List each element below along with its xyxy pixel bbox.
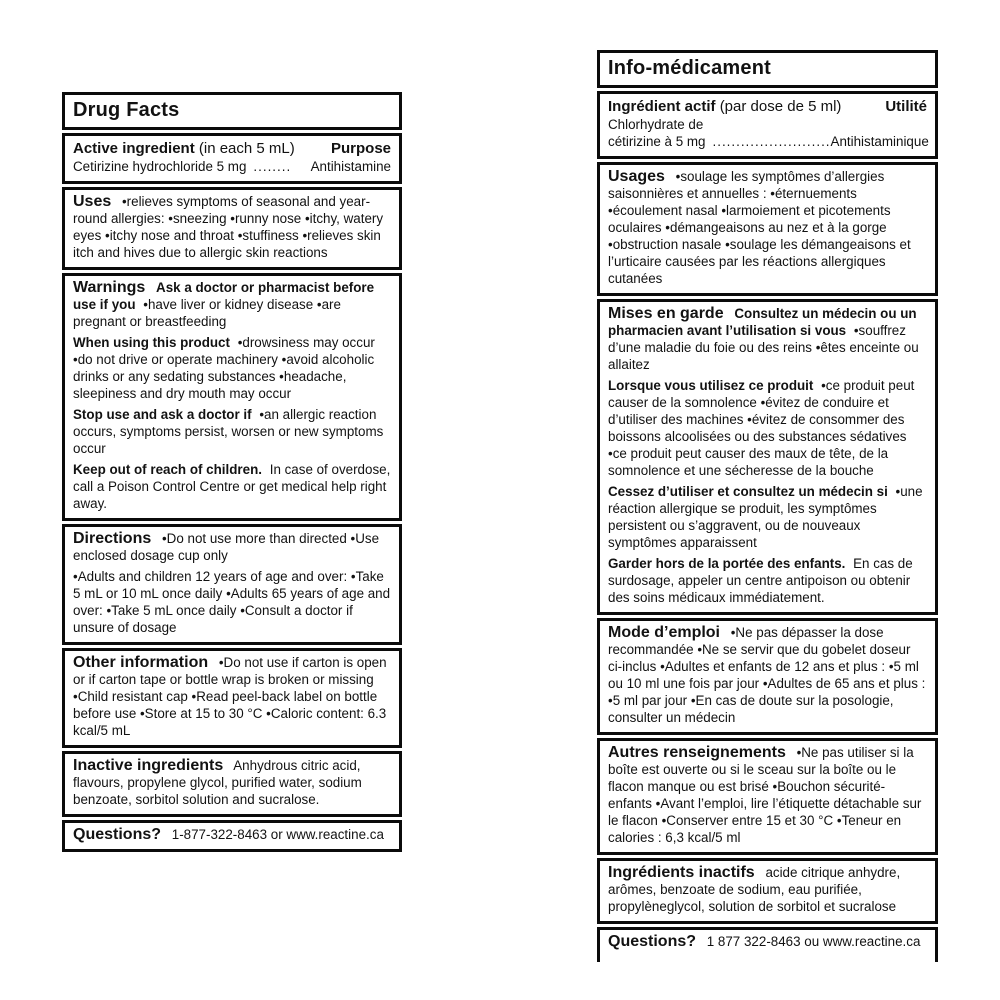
ingredient-actif-header-row: [608, 97, 927, 116]
mode-emploi-heading: Mode d’emploi: [608, 624, 720, 641]
ingredient-actif-name-line2: cétirizine à 5 mg: [608, 134, 706, 149]
other-information-heading: Other information: [73, 654, 209, 671]
directions-heading: Directions: [73, 530, 152, 547]
mises-en-garde-paragraph-4: [608, 555, 927, 606]
directions-p2-text: •Adults and children 12 years of age and over: •Take 5 mL or 10 mL once daily •Adults 65 years of age and over: •Take 5 mL once daily •Consult a doctor if unsure of dosage: [73, 569, 391, 635]
autres-renseignements-body: •Ne pas utiliser si la boîte est ouverte ou si le sceau sur la boîte ou le flacon manque ou est brisé •Bouchon sécurité-enfants •Avant l’emploi, lire l’étiquette détachable sur le flacon •Conserver entre 15 et 30 °C •Teneur en calories : 6,3 kcal/5 ml: [608, 745, 922, 845]
ingredients-inactifs-heading: Ingrédients inactifs: [608, 864, 755, 881]
questions-heading-en: Questions?: [73, 826, 162, 843]
warnings-p2-bold: When using this product: [73, 335, 230, 350]
warnings-p2-text: •drowsiness may occur •do not drive or operate machinery •avoid alcoholic drinks or any sedating substances •headache, sleepiness and dry mouth may occur: [73, 335, 375, 401]
other-information-paragraph: [73, 654, 391, 739]
directions-p1-text: •Do not use more than directed •Use enclosed dosage cup only: [73, 531, 380, 563]
warnings-p4-bold: Keep out of reach of children.: [73, 462, 262, 477]
purpose-value: Antihistamine: [310, 159, 391, 174]
usages-section: [597, 162, 938, 296]
questions-body-en: 1-877-322-8463 or www.reactine.ca: [171, 827, 384, 842]
ingredient-actif-section: [597, 91, 938, 159]
info-medicament-title-box: [597, 50, 938, 88]
directions-paragraph-2: [73, 568, 391, 636]
active-ingredient-name: Cetirizine hydrochloride 5 mg: [73, 159, 247, 174]
ingredients-inactifs-section: [597, 858, 938, 924]
uses-body: •relieves symptoms of seasonal and year-round allergies: •sneezing •runny nose •itchy, watery eyes •itchy nose and throat •stuffiness •relieves skin itch and hives due to allergic skin reactions: [73, 194, 384, 260]
utilite-value: Antihistaminique: [830, 134, 929, 149]
inactive-ingredients-paragraph: [73, 757, 391, 808]
usages-paragraph: [608, 168, 927, 287]
mises-en-garde-paragraph-2: [608, 377, 927, 479]
warnings-p4-text: In case of overdose, call a Poison Control Centre or get medical help right away.: [73, 462, 391, 511]
warnings-p3-text: •an allergic reaction occurs, symptoms persist, worsen or new symptoms occur: [73, 407, 384, 456]
leader-dots-fr: .........................: [712, 134, 831, 149]
warnings-paragraph-2: [73, 334, 391, 402]
ingredient-actif-line1: [608, 116, 927, 133]
questions-heading-fr: Questions?: [608, 933, 697, 950]
drug-facts-title: Drug Facts: [73, 99, 180, 121]
uses-heading: Uses: [73, 193, 112, 210]
mises-p2-text: •ce produit peut causer de la somnolence •évitez de conduire et d’utiliser des machines •évitez de consommer des boissons alcoolisées ou des substances sédatives •ce produit peut causer des maux de tête, de la somnolence et une sécheresse de la bouche: [608, 378, 915, 478]
other-information-body: •Do not use if carton is open or if carton tape or bottle wrap is broken or missing •Child resistant cap •Read peel-back label on bottle before use •Store at 15 to 30 °C •Caloric content: 6.3 kcal/5 mL: [73, 655, 387, 738]
leader-dots: ........: [253, 159, 292, 174]
inactive-ingredients-body: Anhydrous citric acid, flavours, propylene glycol, purified water, sodium benzoate, sorbitol solution and sucralose.: [73, 758, 362, 807]
questions-paragraph-fr: [608, 933, 927, 950]
warnings-section: [62, 273, 402, 521]
drug-facts-title-box: [62, 92, 402, 130]
purpose-label: Purpose: [330, 140, 391, 157]
directions-section: [62, 524, 402, 645]
inactive-ingredients-heading: Inactive ingredients: [73, 757, 224, 774]
mises-p1-bold: Consultez un médecin ou un pharmacien avant l’utilisation si vous: [608, 306, 917, 338]
warnings-paragraph-3: [73, 406, 391, 457]
mode-emploi-body: •Ne pas dépasser la dose recommandée •Ne se servir que du gobelet doseur ci-inclus •Adultes et enfants de 12 ans et plus : •5 ml ou 10 ml une fois par jour •Adultes de 65 ans et plus : •5 ml par jour •En cas de doute sur la posologie, consulter un médecin: [608, 625, 926, 725]
questions-paragraph-en: [73, 826, 391, 843]
mode-emploi-section: [597, 618, 938, 735]
active-ingredient-header-row: [73, 139, 391, 158]
other-information-section: [62, 648, 402, 748]
mises-p1-text: •souffrez d’une maladie du foie ou des reins •êtes enceinte ou allaitez: [608, 323, 919, 372]
uses-paragraph: [73, 193, 391, 261]
warnings-paragraph-4: [73, 461, 391, 512]
mises-en-garde-paragraph-3: [608, 483, 927, 551]
active-ingredient-heading: Active ingredient: [73, 140, 195, 157]
warnings-paragraph-1: [73, 279, 391, 330]
uses-section: [62, 187, 402, 270]
ingredients-inactifs-paragraph: [608, 864, 927, 915]
usages-body: •soulage les symptômes d’allergies saisonnières et annuelles : •éternuements •écoulement nasal •larmoiement et picotements oculaires •démangeaisons au nez et à la gorge •obstruction nasale •soulage les démangeaisons et l’urticaire causées par les réactions allergiques cutanées: [608, 169, 911, 286]
usages-heading: Usages: [608, 168, 665, 185]
questions-body-fr: 1 877 322-8463 ou www.reactine.ca: [706, 934, 921, 949]
drug-facts-panel: [62, 92, 402, 852]
mises-p4-text: En cas de surdosage, appeler un centre antipoison ou obtenir des soins médicaux immédiatement.: [608, 556, 913, 605]
mises-p3-text: •une réaction allergique se produit, les symptômes persistent ou s’aggravent, ou de nouveaux symptômes apparaissent: [608, 484, 923, 550]
ingredient-actif-heading: Ingrédient actif: [608, 98, 716, 115]
inactive-ingredients-section: [62, 751, 402, 817]
questions-section-en: [62, 820, 402, 852]
directions-paragraph-1: [73, 530, 391, 564]
questions-section-fr: [597, 927, 938, 962]
ingredient-actif-name-line1: Chlorhydrate de: [608, 117, 704, 132]
warnings-p3-bold: Stop use and ask a doctor if: [73, 407, 252, 422]
mode-emploi-paragraph: [608, 624, 927, 726]
ingredient-actif-value-row: [608, 133, 927, 150]
mises-en-garde-section: [597, 299, 938, 615]
autres-renseignements-paragraph: [608, 744, 927, 846]
active-ingredient-value-row: [73, 158, 391, 175]
warnings-p1-bold: Ask a doctor or pharmacist before use if you: [73, 280, 375, 312]
autres-renseignements-heading: Autres renseignements: [608, 744, 786, 761]
mises-p4-bold: Garder hors de la portée des enfants.: [608, 556, 846, 571]
mises-en-garde-heading: Mises en garde: [608, 305, 724, 322]
warnings-p1-text: •have liver or kidney disease •are pregnant or breastfeeding: [73, 297, 341, 329]
utilite-label: Utilité: [885, 98, 927, 115]
mises-p3-bold: Cessez d’utiliser et consultez un médecin si: [608, 484, 888, 499]
info-medicament-panel: [597, 50, 938, 962]
autres-renseignements-section: [597, 738, 938, 855]
warnings-heading: Warnings: [73, 279, 146, 296]
active-ingredient-section: [62, 133, 402, 184]
ingredients-inactifs-body: acide citrique anhydre, arômes, benzoate de sodium, eau purifiée, propylèneglycol, solution de sorbitol et sucralose: [608, 865, 901, 914]
mises-p2-bold: Lorsque vous utilisez ce produit: [608, 378, 814, 393]
mises-en-garde-paragraph-1: [608, 305, 927, 373]
active-ingredient-dose: (in each 5 mL): [198, 140, 295, 157]
info-medicament-title: Info-médicament: [608, 57, 772, 79]
ingredient-actif-dose: (par dose de 5 ml): [719, 98, 842, 115]
